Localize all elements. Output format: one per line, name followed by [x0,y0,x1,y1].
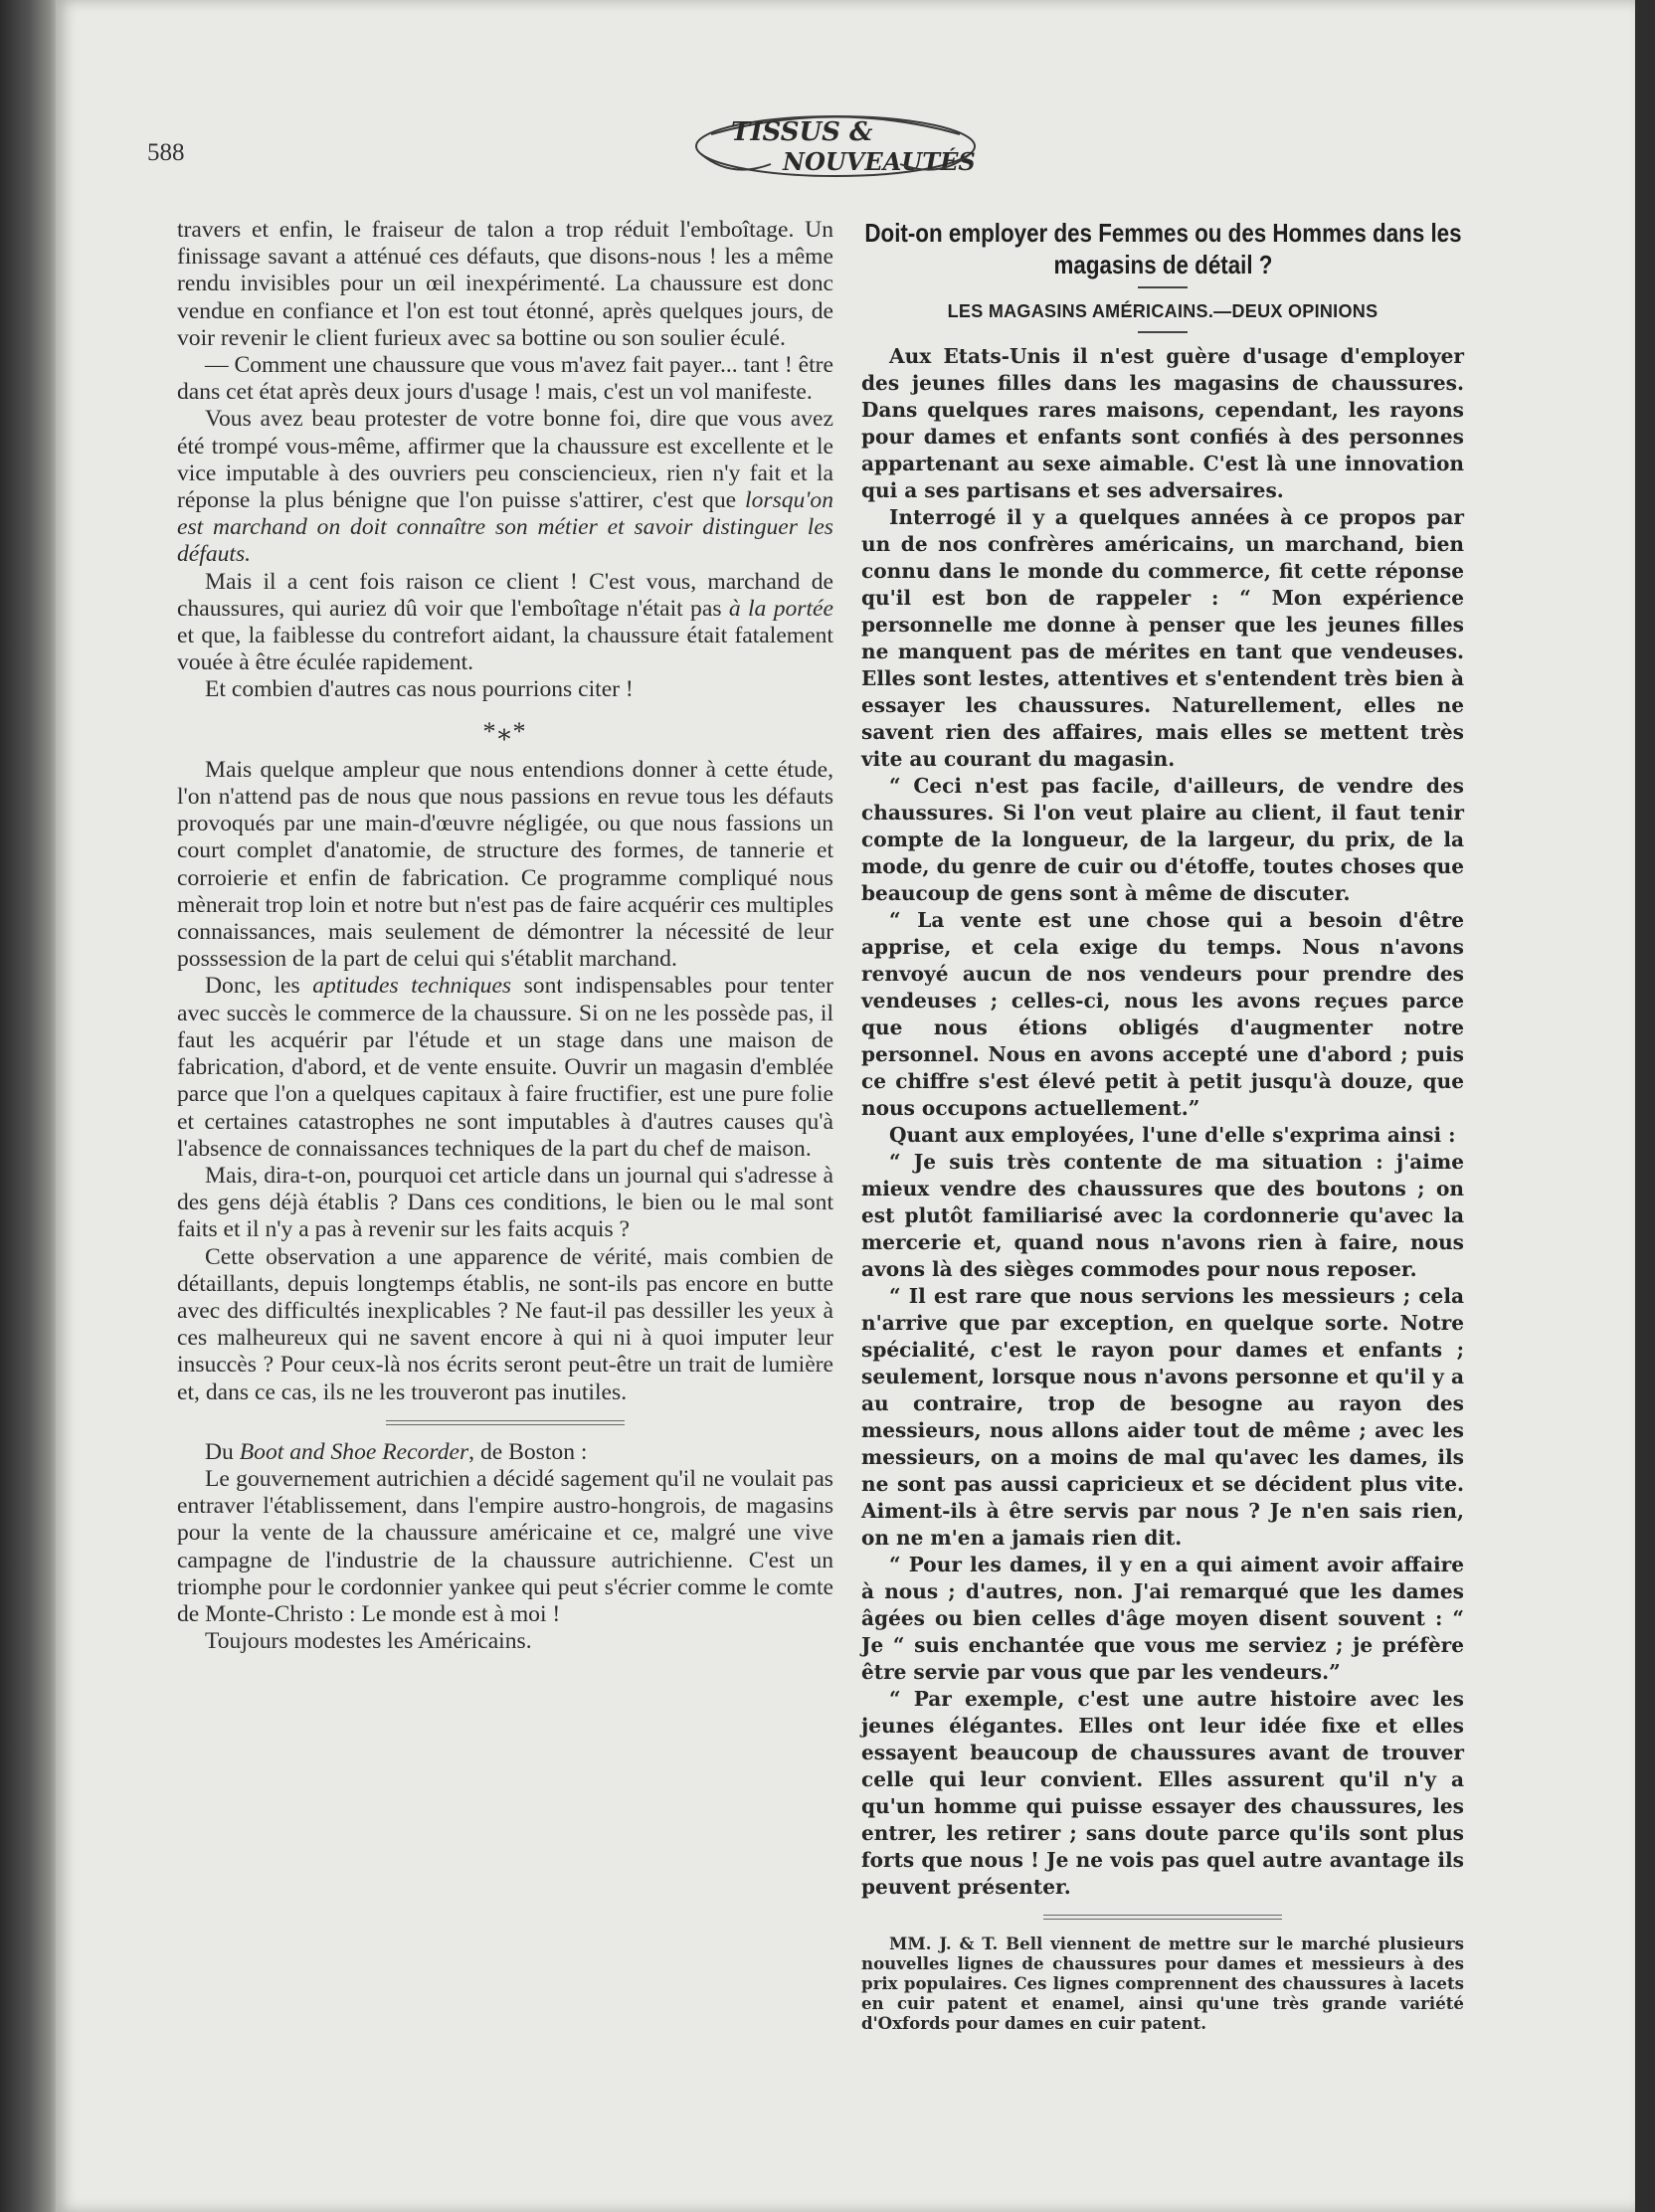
left-paragraph: Mais, dira-t-on, pourquoi cet article dans un journal qui s'adresse à des gens déjà établis ? Dans ces conditions, le bien ou le mal sont faits et il n'y a pas à revenir sur les faits acquis ? [177,1162,833,1243]
article-headline: Doit-on employer des Femmes ou des Hommes dans les magasins de détail ? [863,218,1462,279]
left-column [177,217,833,1655]
masthead-logo [691,104,980,184]
article-subheading: LES MAGASINS AMÉRICAINS.—DEUX OPINIONS [947,301,1379,321]
headline-rule [1138,286,1188,288]
right-paragraph: Interrogé il y a quelques années à ce propos par un de nos confrères américains, un marchand, bien connu dans le monde du commerce, fit cette réponse qu'il est bon de rappeler : “ Mon expérience personnelle me donne à penser que les jeunes filles ne manquent pas de mérites en tant que vendeuses. Elles sont lestes, attentives et s'entendent très bien à essayer les chaussures. Naturellement, elles ne savent rien des affaires, mais elles se mettent très vite au courant du magasin. [861,505,1464,771]
left-paragraph: Le gouvernement autrichien a décidé sagement qu'il ne voulait pas entraver l'établissement, dans l'empire austro-hongrois, de magasins pour la vente de la chaussure américaine et ce, malgré une vive campagne de l'industrie de la chaussure autrichienne. C'est un triomphe pour le cordonnier yankee qui peut s'écrier comme le comte de Monte-Christo : Le monde est à moi ! [177,1465,833,1627]
right-paragraph: “ Pour les dames, il y en a qui aiment avoir affaire à nous ; d'autres, non. J'ai remarqué que les dames âgées ou bien celles d'âge moyen disent souvent : “ Je “ suis enchantée que vous me serviez ; je préfère être servie par vous que par les vendeurs.” [861,1553,1464,1684]
left-paragraph: Vous avez beau protester de votre bonne foi, dire que vous avez été trompé vous-même, affirmer que la chaussure est excellente et le vice imputable à des ouvriers peu consciencieux, rien n'y fait et la réponse la plus bénigne que l'on puisse s'attirer, c'est que lorsqu'on est marchand on doit connaître son métier et savoir distinguer les défauts. [177,406,833,568]
masthead-line2: NOUVEAUTÉS [783,147,976,176]
brief-note: MM. J. & T. Bell viennent de mettre sur le marché plusieurs nouvelles lignes de chaussures pour dames et messieurs à des prix populaires. Ces lignes comprennent des chaussures à lacets en cuir patent et enamel, ainsi qu'une très grande variété d'Oxfords pour dames en cuir patent. [861,1934,1464,2033]
left-paragraph: Toujours modestes les Américains. [205,1628,532,1655]
asterism-divider: *⁎* [482,716,528,746]
left-paragraph: Mais il a cent fois raison ce client ! C'est vous, marchand de chaussures, qui auriez dû voir que l'emboîtage n'était pas à la portée et que, la faiblesse du contrefort aidant, la chaussure était fatalement vouée à être éculée rapidement. [177,568,833,676]
section-separator [1043,1915,1282,1920]
scan-right-edge [1635,0,1655,2212]
left-paragraph: Mais quelque ampleur que nous entendions donner à cette étude, l'on n'attend pas de nous que nous passions en revue tous les défauts provoqués par une main-d'œuvre négligée, ou que nous fassions un court complet d'anatomie, de structure des formes, de tannerie et corroierie et enfin de fabrication. Ce programme compliqué nous mènerait trop loin et notre but n'est pas de faire acquérir ces multiples connaissances, mais seulement de démontrer la nécessité de leur posssession de la part de celui qui s'établit marchand. [177,756,833,973]
scan-binding-edge [0,0,62,2212]
right-paragraph: “ Il est rare que nous servions les messieurs ; cela n'arrive que par exception, en quelque sorte. Notre spécialité, c'est le rayon pour dames et enfants ; seulement, lorsque nous n'avons personne et qu'il y a au contraire, trop de besogne au rayon des messieurs, nous allons aider tout de même ; avec les messieurs, on a moins de mal qu'avec les dames, ils ne sont pas aussi capricieux et se décident plus vite. Aiment-ils à être servis par nous ? Je n'en sais rien, on ne m'en a jamais rien dit. [861,1284,1464,1550]
right-column [861,217,1464,2033]
left-paragraph: — Comment une chaussure que vous m'avez fait payer... tant ! être dans cet état après deux jours d'usage ! mais, c'est un vol manifeste. [177,352,833,406]
left-paragraph: travers et enfin, le fraiseur de talon a trop réduit l'emboîtage. Un finissage savant a atténué ces défauts, que disons-nous ! les a même rendu invisibles pour un œil inexpérimenté. La chaussure est donc vendue en confiance et l'on est tout étonné, après quelques jours, de voir revenir le client furieux avec sa bottine ou son soulier éculé. [177,217,833,351]
page-number: 588 [147,139,185,166]
right-paragraph: Quant aux employées, l'une d'elle s'exprima ainsi : [889,1123,1456,1147]
left-paragraph: Cette observation a une apparence de vérité, mais combien de détaillants, depuis longtemps établis, ne sont-ils pas encore en butte avec des difficultés inexplicables ? Ne faut-il pas dessiller les yeux à ces malheureux qui ne savent encore à qui ni à quoi imputer leur insuccès ? Pour ceux-là nos écrits seront peut-être un trait de lumière et, dans ce cas, ils ne les trouveront pas inutiles. [177,1243,833,1405]
left-paragraph: Du Boot and Shoe Recorder, de Boston : [205,1438,588,1465]
right-paragraph: Aux Etats-Unis il n'est guère d'usage d'employer des jeunes filles dans les magasins de chaussures. Dans quelques rares maisons, cependant, les rayons pour dames et enfants sont confiés à des personnes appartenant au sexe aimable. C'est là une innovation qui a ses partisans et ses adversaires. [861,344,1464,502]
right-paragraph: “ Ceci n'est pas facile, d'ailleurs, de vendre des chaussures. Si l'on veut plaire au client, il faut tenir compte de la longueur, de la largeur, du prix, de la mode, du genre de cuir ou d'étoffe, toutes choses que beaucoup de gens sont à même de discuter. [861,774,1464,905]
left-paragraph: Et combien d'autres cas nous pourrions citer ! [205,676,634,703]
section-separator [386,1420,625,1425]
masthead-line1: TISSUS & [731,117,873,147]
left-paragraph: Donc, les aptitudes techniques sont indispensables pour tenter avec succès le commerce de la chaussure. Si on ne les possède pas, il faut les acquérir par l'étude et un stage dans une maison de fabrication, d'abord, et de vente ensuite. Ouvrir un magasin d'emblée parce que l'on a quelques capitaux à faire fructifier, est une pure folie et certaines catastrophes ne sont imputables à d'autres causes qu'à l'absence de connaissances techniques de la part du chef de maison. [177,973,833,1162]
right-paragraph: “ Je suis très contente de ma situation : j'aime mieux vendre des chaussures que des boutons ; on est plutôt familiarisé avec la cordonnerie qu'avec la mercerie et, quand nous n'avons rien à faire, nous avons là des sièges commodes pour nous reposer. [861,1150,1464,1281]
right-paragraph: “ La vente est une chose qui a besoin d'être apprise, et cela exige du temps. Nous n'avons renvoyé aucun de nos vendeurs pour prendre des vendeuses ; celles-ci, nous les avons reçues parce que nous étions obligés d'augmenter notre personnel. Nous en avons accepté une d'abord ; puis ce chiffre s'est élevé petit à petit jusqu'à douze, que nous occupons actuellement.” [861,908,1464,1120]
right-paragraph: “ Par exemple, c'est une autre histoire avec les jeunes élégantes. Elles ont leur idée fixe et elles essayent beaucoup de chaussures avant de trouver celle qui leur convient. Elles assurent qu'il n'y a qu'un homme qui puisse essayer des chaussures, les entrer, les retirer ; sans doute parce qu'ils sont plus forts que nous ! Je ne vois pas quel autre avantage ils peuvent présenter. [861,1687,1464,1899]
subheading-rule [1138,331,1188,333]
